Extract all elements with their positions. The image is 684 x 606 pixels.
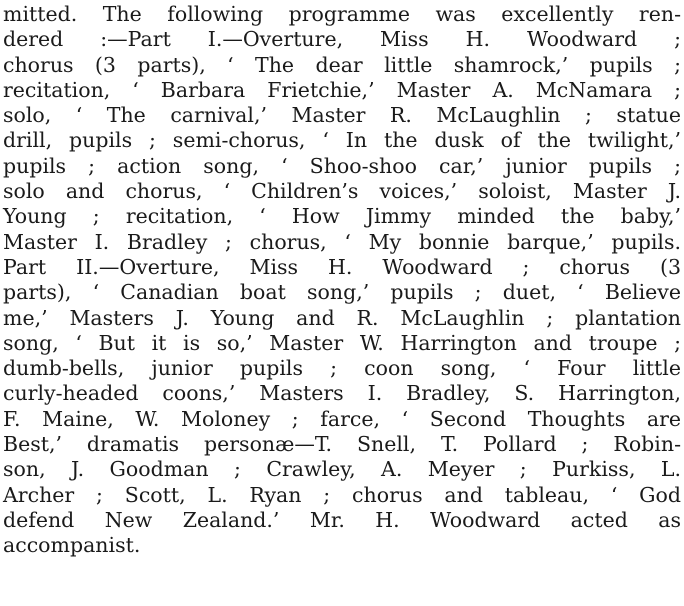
text-line: recitation, ‘ Barbara Frietchie,’ Master A. McNamara ;: [3, 77, 681, 102]
text-line: Best,’ dramatis personæ—T. Snell, T. Pollard ; Robin-: [3, 432, 681, 457]
text-line: F. Maine, W. Moloney ; farce, ‘ Second Thoughts are: [3, 406, 681, 431]
text-line: dumb-bells, junior pupils ; coon song, ‘ Four little: [3, 356, 681, 381]
text-line: solo and chorus, ‘ Children’s voices,’ soloist, Master J.: [3, 179, 681, 204]
text-line-last: accompanist.: [3, 533, 141, 558]
text-line: Archer ; Scott, L. Ryan ; chorus and tableau, ‘ God: [3, 482, 681, 507]
text-line: pupils ; action song, ‘ Shoo-shoo car,’ junior pupils ;: [3, 153, 681, 178]
text-line: defend New Zealand.’ Mr. H. Woodward acted as: [3, 507, 681, 532]
text-line: son, J. Goodman ; Crawley, A. Meyer ; Purkiss, L.: [3, 457, 681, 482]
text-line: song, ‘ But it is so,’ Master W. Harrington and troupe ;: [3, 330, 681, 355]
text-line: parts), ‘ Canadian boat song,’ pupils ; duet, ‘ Believe: [3, 280, 681, 305]
text-line: dered :—Part I.—Overture, Miss H. Woodward ;: [3, 27, 681, 52]
text-line: drill, pupils ; semi-chorus, ‘ In the dusk of the twilight,’: [3, 128, 681, 153]
text-line: Part II.—Overture, Miss H. Woodward ; chorus (3: [3, 254, 681, 279]
text-line: Master I. Bradley ; chorus, ‘ My bonnie barque,’ pupils.: [3, 229, 681, 254]
text-line: me,’ Masters J. Young and R. McLaughlin ; plantation: [3, 305, 681, 330]
text-line: mitted. The following programme was excellently ren-: [3, 2, 681, 26]
text-line: curly-headed coons,’ Masters I. Bradley, S. Harrington,: [3, 381, 681, 406]
text-line: solo, ‘ The carnival,’ Master R. McLaughlin ; statue: [3, 103, 681, 128]
text-line: Young ; recitation, ‘ How Jimmy minded the baby,’: [3, 204, 681, 229]
text-line: chorus (3 parts), ‘ The dear little shamrock,’ pupils ;: [3, 52, 681, 77]
